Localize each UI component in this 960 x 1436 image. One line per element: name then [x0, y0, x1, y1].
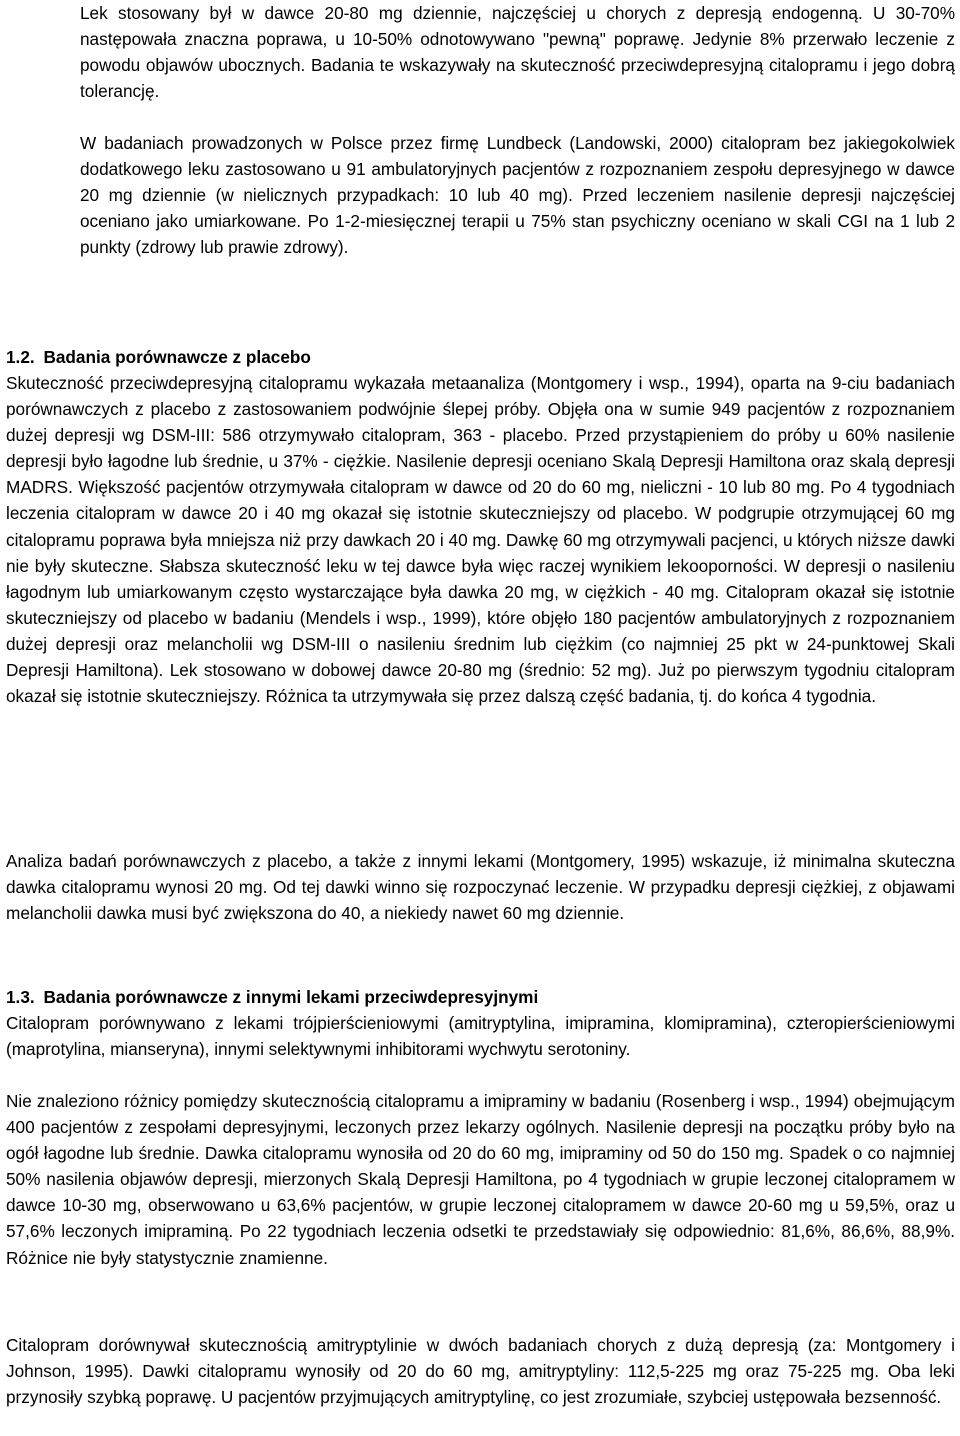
section-1-2-paragraph-1: [6, 370, 955, 709]
paragraph-text: Analiza badań porównawczych z placebo, a także z innymi lekami (Montgomery, 1995) wskazuje, iż minimalna skuteczna dawka citalopramu wynosi 20 mg. Od tej dawki winno się rozpoczynać leczenie. W przypadku depresji ciężkiej, z objawami melancholii dawka musi być zwiększona do 40, a niekiedy nawet 60 mg dziennie.: [6, 851, 955, 924]
section-1-2-paragraph-2: [6, 848, 955, 926]
paragraph-text: Skuteczność przeciwdepresyjną citalopramu wykazała metaanaliza (Montgomery i wsp., 1994), oparta na 9-ciu badaniach porównawczych z placebo z zastosowaniem podwójnie ślepej próby. Objęła ona w sumie 949 pacjentów z rozpoznaniem dużej depresji wg DSM-III: 586 otrzymywało citalopram, 363 - placebo. Przed przystąpieniem do próby u 60% nasilenie depresji było łagodne lub średnie, u 37% - ciężkie. Nasilenie depresji oceniano Skalą Depresji Hamiltona oraz skalą depresji MADRS. Większość pacjentów otrzymywała citalopram w dawce od 20 do 60 mg, nieliczni - 10 lub 80 mg. Po 4 tygodniach leczenia citalopram w dawce 20 i 40 mg okazał się istotnie skuteczniejszy od placebo. W podgrupie otrzymującej 60 mg citalopramu poprawa była mniejsza niż przy dawkach 20 i 40 mg. Dawkę 60 mg otrzymywali pacjenci, u których niższe dawki nie były skuteczne. Słabsza skuteczność leku w tej dawce była więc raczej wynikiem lekooporności. W depresji o nasileniu łagodnym lub umiarkowanym często wystarczające była dawka 20 mg, w ciężkich - 40 mg. Citalopram okazał się istotnie skuteczniejszy od placebo w badaniu (Mendels i wsp., 1999), które objęło 180 pacjentów ambulatoryjnych z rozpoznaniem dużej depresji oraz melancholii wg DSM-III o nasileniu średnim lub ciężkim (co najmniej 25 pkt w 24-punktowej Skali Depresji Hamiltona). Lek stosowano w dobowej dawce 20-80 mg (średnio: 52 mg). Już po pierwszym tygodniu citalopram okazał się istotnie skuteczniejszy. Różnica ta utrzymywała się przez dalszą część badania, tj. do końca 4 tygodnia.: [6, 373, 955, 707]
intro-paragraph-1: [80, 0, 955, 104]
paragraph-text: Nie znaleziono różnicy pomiędzy skutecznością citalopramu a imipraminy w badaniu (Rosenberg i wsp., 1994) obejmującym 400 pacjentów z zespołami depresyjnymi, leczonych przez lekarzy ogólnych. Nasilenie depresji na początku próby było na ogół łagodne lub średnie. Dawka citalopramu wynosiła od 20 do 60 mg, imipraminy od 50 do 150 mg. Spadek o co najmniej 50% nasilenia objawów depresji, mierzonych Skalą Depresji Hamiltona, po 4 tygodniach w grupie leczonej citalopramem w dawce 10-30 mg, obserwowano u 63,6% pacjentów, w grupie leczonej citalopramem w dawce 20-60 mg u 59,5%, oraz u 57,6% leczonych imipraminą. Po 22 tygodniach leczenia odsetki te przedstawiały się odpowiednio: 81,6%, 86,6%, 88,9%. Różnice nie były statystycznie znamienne.: [6, 1091, 955, 1268]
paragraph-text: Citalopram porównywano z lekami trójpierścieniowymi (amitryptylina, imipramina, klomipramina), czteropierścieniowymi (maprotylina, mianseryna), innymi selektywnymi inhibitorami wychwytu serotoniny.: [6, 1013, 955, 1060]
section-1-3-paragraph-3: [6, 1332, 955, 1410]
intro-paragraph-2: [80, 130, 955, 260]
section-1-3-paragraph-1: [6, 1010, 955, 1062]
section-heading-1-3: [6, 984, 955, 1010]
section-1-3-paragraph-2: [6, 1088, 955, 1271]
paragraph-text: Citalopram dorównywał skutecznością amitryptylinie w dwóch badaniach chorych z dużą depresją (za: Montgomery i Johnson, 1995). Dawki citalopramu wynosiły od 20 do 60 mg, amitryptyliny: 112,5-225 mg oraz 75-225 mg. Oba leki przynosiły szybką poprawę. U pacjentów przyjmujących amitryptylinę, co jest zrozumiałe, szybciej ustępowała bezsenność.: [6, 1335, 955, 1408]
paragraph-text: W badaniach prowadzonych w Polsce przez firmę Lundbeck (Landowski, 2000) citalopram bez jakiegokolwiek dodatkowego leku zastosowano u 91 ambulatoryjnych pacjentów z rozpoznaniem zespołu depresyjnego w dawce 20 mg dziennie (w nielicznych przypadkach: 10 lub 40 mg). Przed leczeniem nasilenie depresji najczęściej oceniano jako umiarkowane. Po 1-2-miesięcznej terapii u 75% stan psychiczny oceniano w skali CGI na 1 lub 2 punkty (zdrowy lub prawie zdrowy).: [80, 133, 955, 258]
section-number: 1.2.: [6, 347, 35, 367]
section-title: Badania porównawcze z innymi lekami przeciwdepresyjnymi: [43, 987, 539, 1007]
paragraph-text: Lek stosowany był w dawce 20-80 mg dziennie, najczęściej u chorych z depresją endogenną. U 30-70% następowała znaczna poprawa, u 10-50% odnotowywano "pewną" poprawę. Jedynie 8% przerwało leczenie z powodu objawów ubocznych. Badania te wskazywały na skuteczność przeciwdepresyjną citalopramu i jego dobrą tolerancję.: [80, 3, 955, 102]
section-number: 1.3.: [6, 987, 35, 1007]
section-title: Badania porównawcze z placebo: [43, 347, 311, 367]
section-heading-1-2: [6, 344, 955, 370]
